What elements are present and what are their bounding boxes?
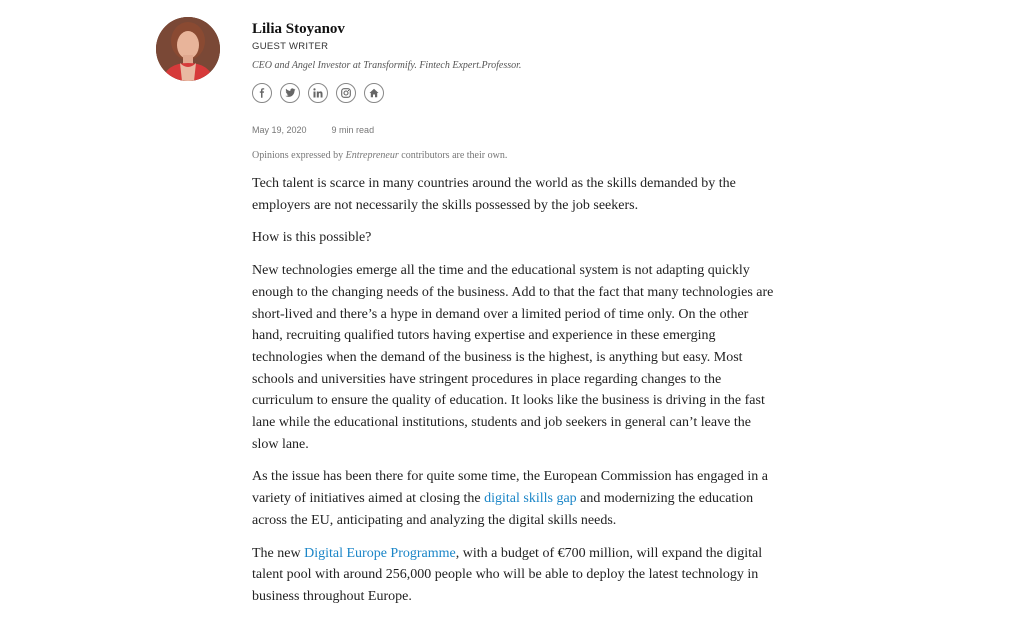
social-links <box>252 83 792 103</box>
digital-skills-gap-link[interactable]: digital skills gap <box>484 491 577 507</box>
article-body <box>252 173 777 619</box>
article-paragraph-5 <box>252 543 777 608</box>
read-time: 9 min read <box>331 125 375 135</box>
publish-date: May 19, 2020 <box>252 125 307 135</box>
author-avatar[interactable] <box>156 17 220 81</box>
p4-text-after: and modernizing the education across the EU, anticipating and analyzing the digital skills needs. <box>252 491 754 528</box>
author-bio: CEO and Angel Investor at Transformify. Fintech Expert.Professor. <box>252 60 522 71</box>
twitter-icon[interactable] <box>280 83 300 103</box>
home-icon[interactable] <box>364 83 384 103</box>
article-paragraph-4 <box>252 466 777 531</box>
disclaimer-publication: Entrepreneur <box>345 150 399 161</box>
linkedin-icon[interactable] <box>308 83 328 103</box>
p4-text-before: As the issue has been there for quite some time, the European Commission has engaged in a variety of initiatives aimed at closing the <box>252 469 768 507</box>
article-meta <box>252 125 374 135</box>
disclaimer-prefix: Opinions expressed by <box>252 150 346 161</box>
p5-text-before: The new <box>252 545 305 561</box>
p5-text-after: , with a budget of €700 million, will expand the digital talent pool with around 256,000 people who will be able to deploy the latest technology in business throughout Europe. <box>252 545 763 604</box>
article-paragraph-3: New technologies emerge all the time and the educational system is not adapting quickly enough to the changing needs of the business. Add to that the fact that many technologies are short-lived and there’s a hype in demand over a limited period of time only. On the other hand, recruiting qualified tutors having expertise and experience in these emerging technologies when the demand of the business is the highest, is anything but easy. Most schools and universities have stringent procedures in place regarding changes to the curriculum to ensure the quality of education. It looks like the business is driving in the fast lane while the educational institutions, students and job seekers in general can’t leave the slow lane. <box>252 263 774 452</box>
author-name[interactable]: Lilia Stoyanov <box>252 21 345 37</box>
article-paragraph-2: How is this possible? <box>252 230 372 246</box>
author-role: GUEST WRITER <box>252 41 329 52</box>
disclaimer-suffix: contributors are their own. <box>398 150 508 161</box>
article-paragraph-1: Tech talent is scarce in many countries around the world as the skills demanded by the employers are not necessarily the skills possessed by the job seekers. <box>252 176 736 213</box>
digital-europe-programme-link[interactable]: Digital Europe Programme <box>304 545 456 561</box>
facebook-icon[interactable] <box>252 83 272 103</box>
contributor-disclaimer <box>252 150 507 161</box>
instagram-icon[interactable] <box>336 83 356 103</box>
author-info <box>252 18 792 103</box>
